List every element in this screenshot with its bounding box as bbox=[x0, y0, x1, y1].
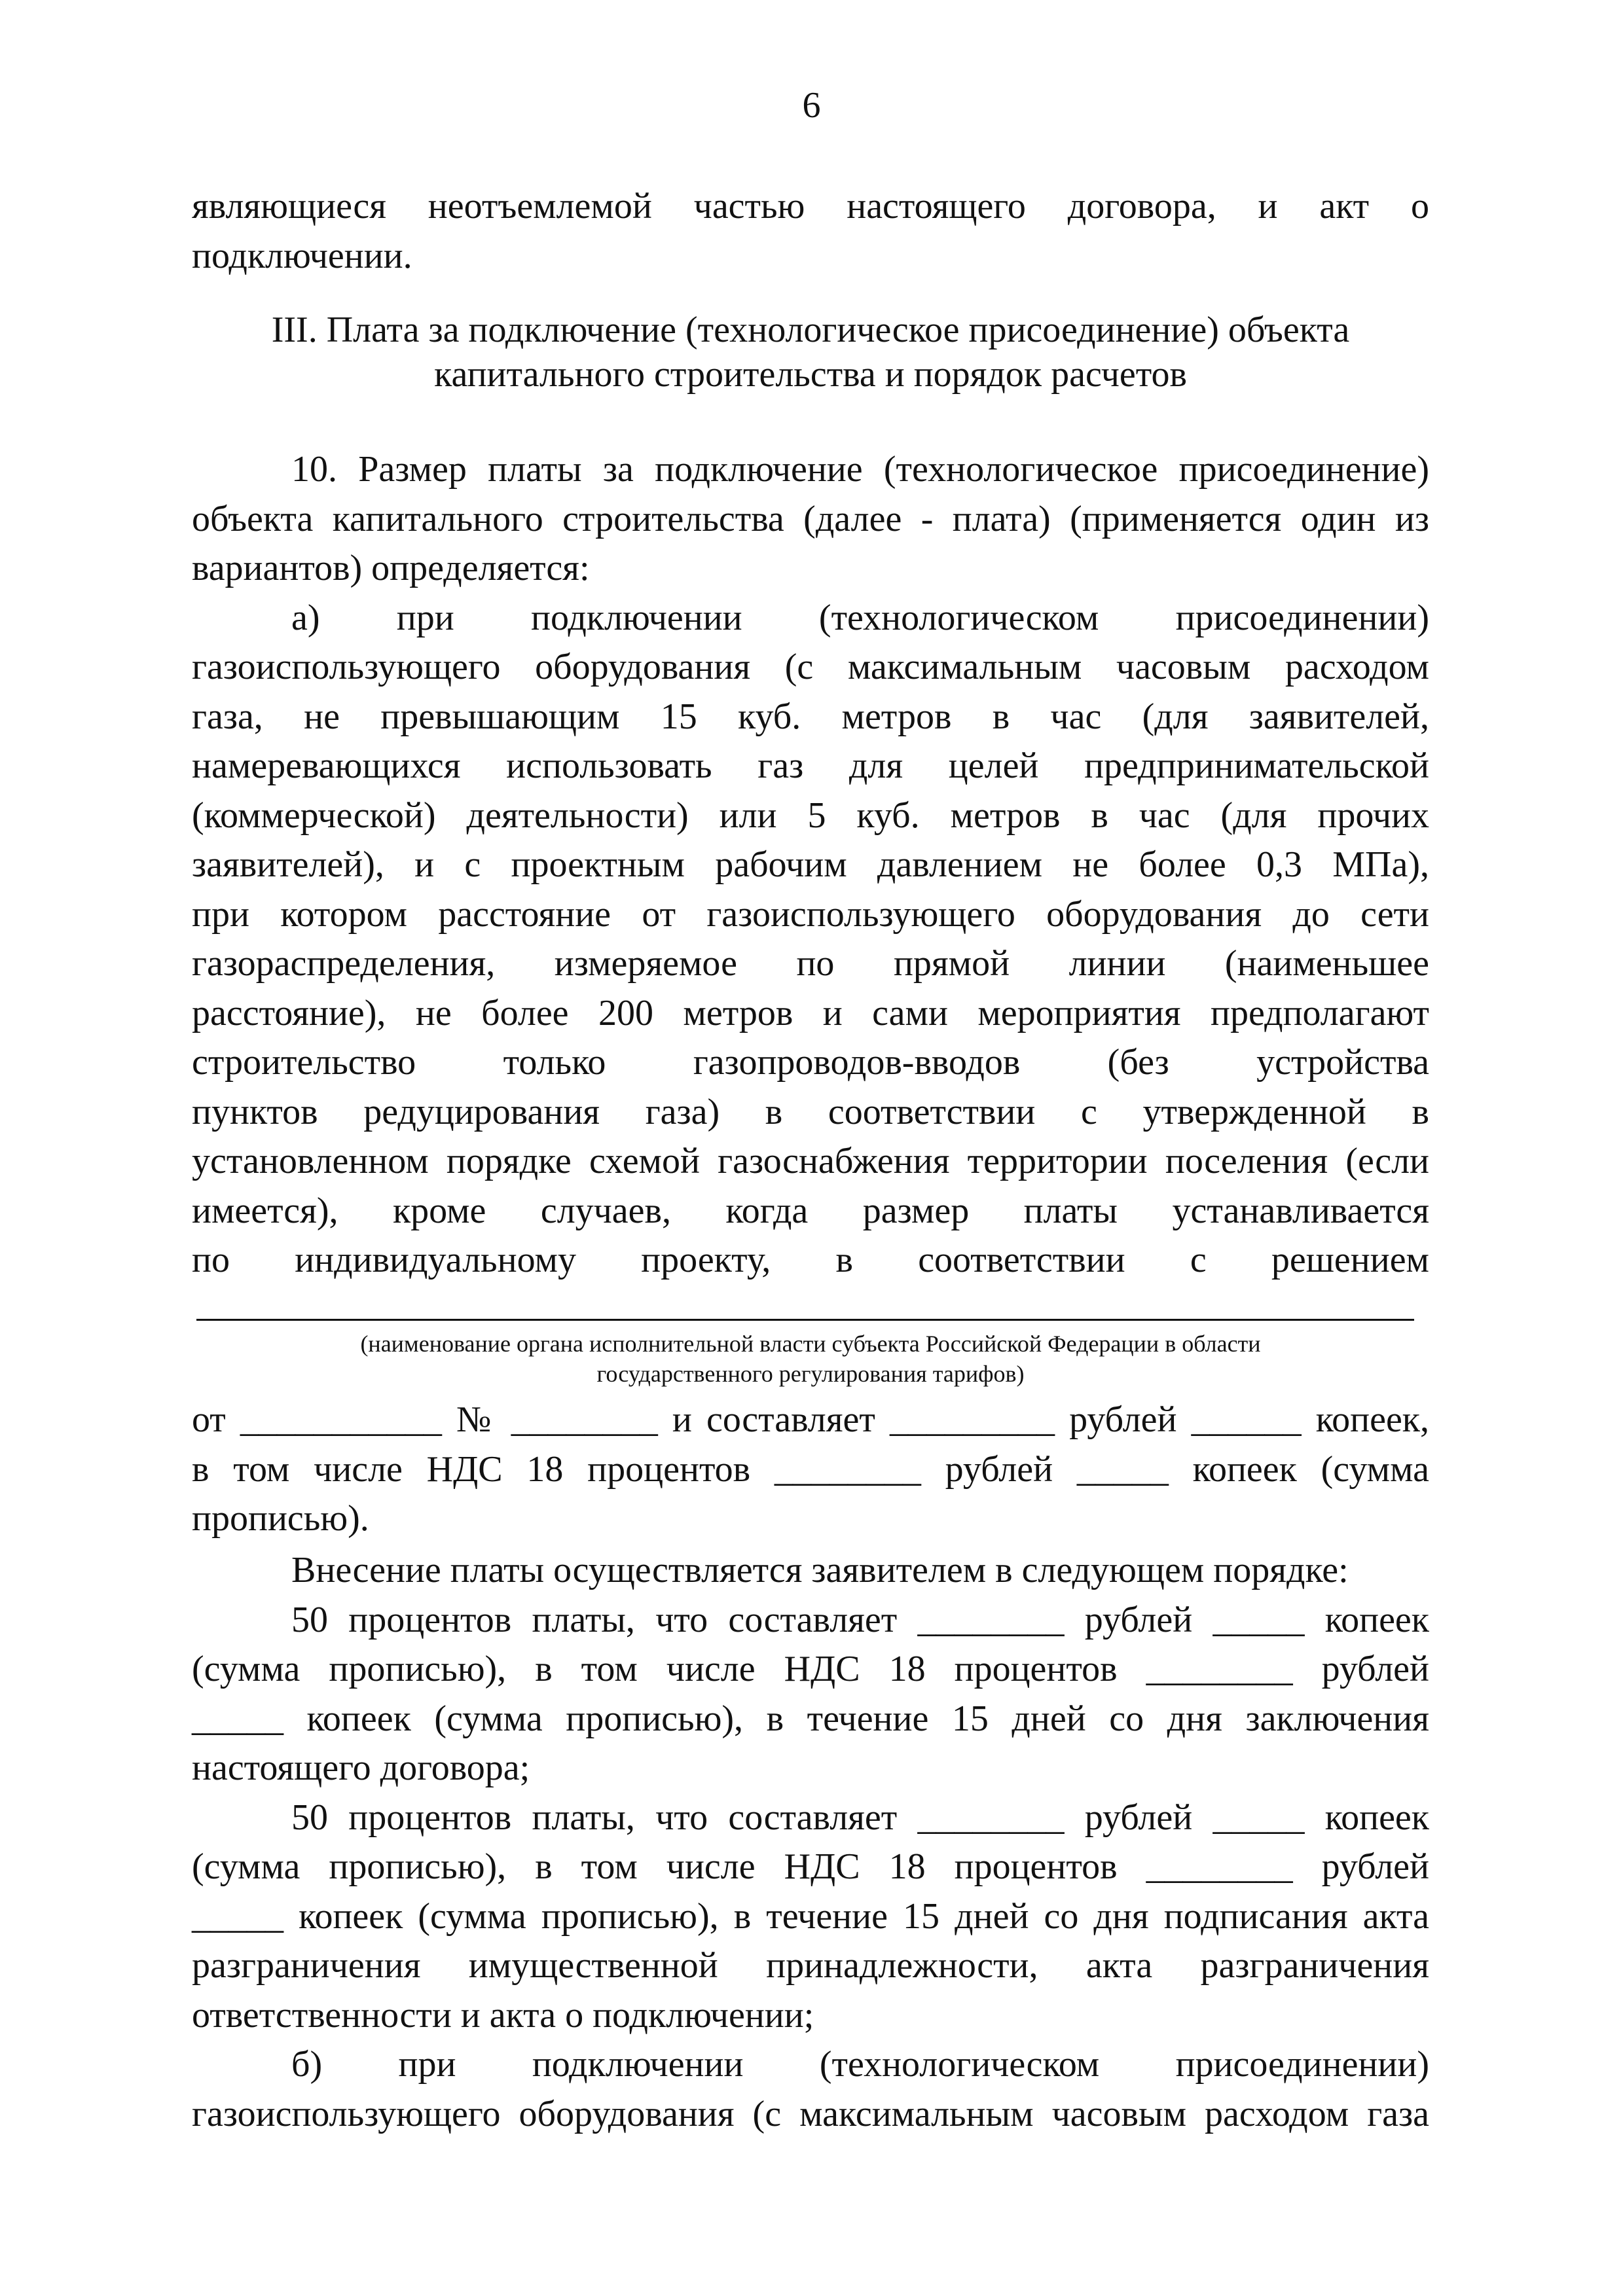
paragraph-10 bbox=[192, 445, 1429, 1285]
text-line: _____ копеек (сумма прописью), в течение 15 дней со дня подписания акта bbox=[192, 1895, 1429, 1937]
authority-blank-line bbox=[196, 1319, 1414, 1321]
amount-paragraph bbox=[192, 1395, 1429, 1544]
text-line: 50 процентов платы, что составляет ________ рублей _____ копеек bbox=[291, 1797, 1429, 1838]
intro-paragraph bbox=[192, 182, 1429, 281]
text-line: расстояние), не более 200 метров и сами мероприятия предполагают bbox=[192, 992, 1429, 1033]
text-line: намеревающихся использовать газ для целей предпринимательской bbox=[192, 745, 1429, 786]
text-line: газораспределения, измеряемое по прямой линии (наименьшее bbox=[192, 943, 1429, 984]
authority-caption bbox=[192, 1329, 1429, 1389]
text-line: _____ копеек (сумма прописью), в течение 15 дней со дня заключения bbox=[192, 1698, 1429, 1739]
payment-paragraphs bbox=[192, 1546, 1429, 2139]
caption-line: государственного регулирования тарифов) bbox=[596, 1361, 1025, 1387]
text-line: по индивидуальному проекту, в соответствии с решением bbox=[192, 1240, 1429, 1280]
text-line: ответственности и акта о подключении; bbox=[192, 1994, 814, 2036]
text-line: подключении. bbox=[192, 235, 412, 276]
text-line: в том числе НДС 18 процентов ________ рублей _____ копеек (сумма bbox=[192, 1448, 1429, 1490]
text-line: заявителей), и с проектным рабочим давлением не более 0,3 МПа), bbox=[192, 844, 1429, 885]
text-line: а) при подключении (технологическом присоединении) bbox=[291, 597, 1429, 638]
text-line: (сумма прописью), в том числе НДС 18 процентов ________ рублей bbox=[192, 1649, 1429, 1689]
text-line: объекта капитального строительства (далее - плата) (применяется один из bbox=[192, 498, 1429, 539]
text-line: 50 процентов платы, что составляет ________ рублей _____ копеек bbox=[291, 1599, 1429, 1640]
text-line: от ___________ № ________ и составляет _________ рублей ______ копеек, bbox=[192, 1399, 1429, 1440]
text-line: строительство только газопроводов-вводов (без устройства bbox=[192, 1042, 1429, 1083]
text-line: Внесение платы осуществляется заявителем в следующем порядке: bbox=[291, 1550, 1349, 1590]
text-line: вариантов) определяется: bbox=[192, 548, 590, 588]
text-line: пунктов редуцирования газа) в соответствии с утвержденной в bbox=[192, 1091, 1429, 1132]
text-line: газоиспользующего оборудования (с максимальным часовым расходом газа bbox=[192, 2093, 1429, 2134]
text-line: б) при подключении (технологическом присоединении) bbox=[291, 2044, 1429, 2085]
text-line: (сумма прописью), в том числе НДС 18 процентов ________ рублей bbox=[192, 1846, 1429, 1887]
page-number: 6 bbox=[802, 85, 821, 126]
text-line: 10. Размер платы за подключение (технологическое присоединение) bbox=[291, 449, 1429, 490]
text-line: имеется), кроме случаев, когда размер платы устанавливается bbox=[192, 1190, 1429, 1231]
text-line: установленном порядке схемой газоснабжения территории поселения (если bbox=[192, 1141, 1429, 1181]
text-line: являющиеся неотъемлемой частью настоящего договора, и акт о bbox=[192, 186, 1429, 226]
text-line: прописью). bbox=[192, 1498, 369, 1539]
text-line: газоиспользующего оборудования (с максимальным часовым расходом bbox=[192, 647, 1429, 687]
heading-line: III. Плата за подключение (технологическое присоединение) объекта bbox=[271, 310, 1350, 350]
text-line: (коммерческой) деятельности) или 5 куб. метров в час (для прочих bbox=[192, 795, 1429, 836]
text-line: при котором расстояние от газоиспользующего оборудования до сети bbox=[192, 893, 1429, 935]
text-line: настоящего договора; bbox=[192, 1748, 530, 1788]
caption-line: (наименование органа исполнительной власти субъекта Российской Федерации в области bbox=[360, 1331, 1261, 1357]
text-line: газа, не превышающим 15 куб. метров в час (для заявителей, bbox=[192, 696, 1429, 737]
heading-line: капитального строительства и порядок расчетов bbox=[434, 354, 1187, 395]
text-line: разграничения имущественной принадлежности, акта разграничения bbox=[192, 1945, 1429, 1986]
section-heading bbox=[192, 308, 1429, 397]
